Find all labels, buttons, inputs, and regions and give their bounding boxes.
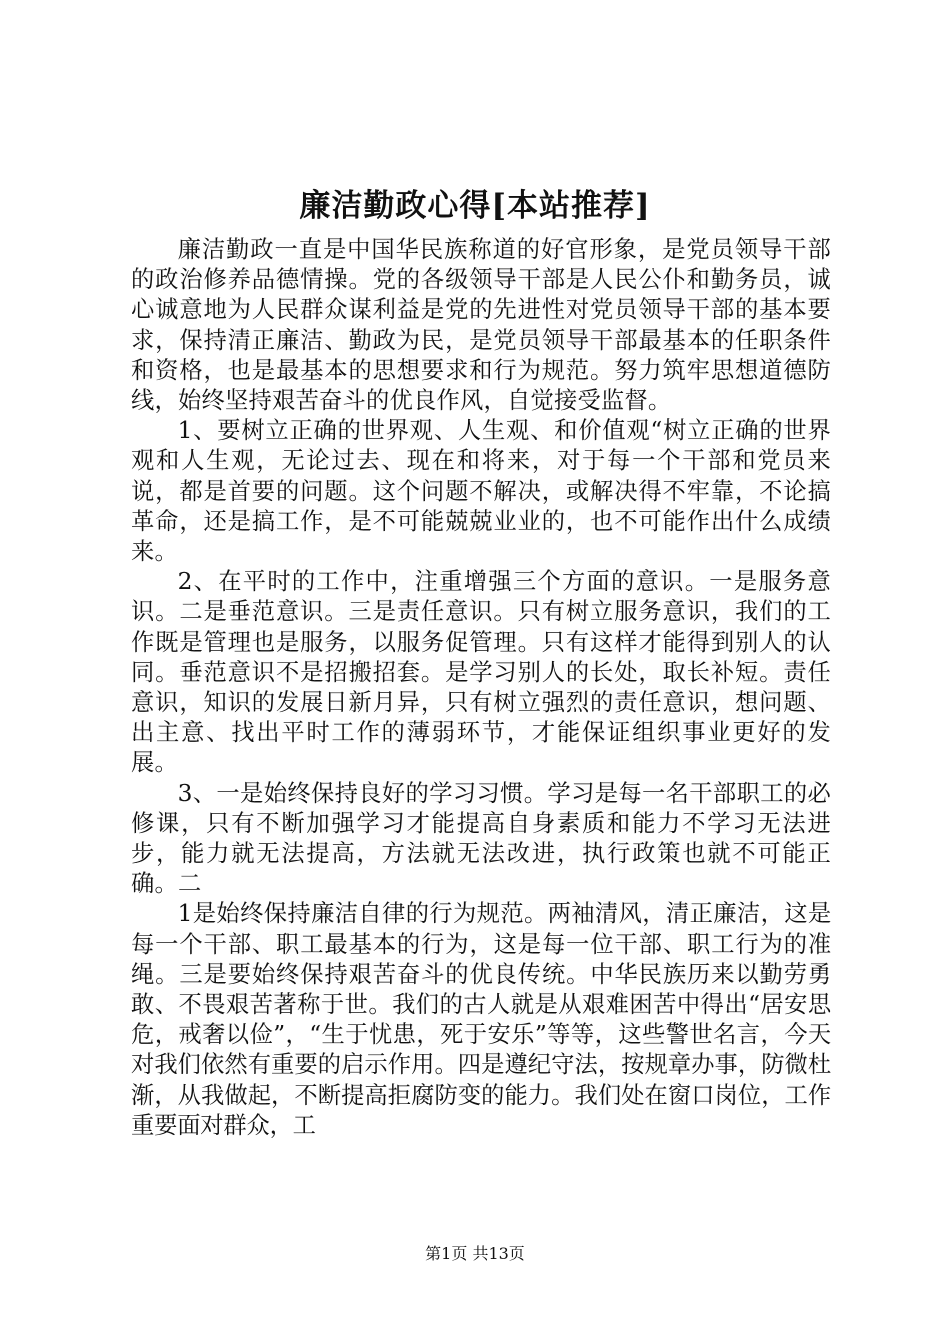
document-title: 廉洁勤政心得[本站推荐] [299,188,651,224]
paragraph-point-3-continued: 1是始终保持廉洁自律的行为规范。两袖清风，清正廉洁，这是每一个干部、职工最基本的行为，这是每一位干部、职工行为的准绳。三是要始终保持艰苦奋斗的优良传统。中华民族历来以勤劳勇敢、不畏艰苦著称于世。我们的古人就是从艰难困苦中得出“居安思危，戒奢以俭”，“生于忧患，死于安乐”等等，这些警世名言，今天对我们依然有重要的启示作用。四是遵纪守法，按规章办事，防微杜渐，从我做起，不断提高拒腐防变的能力。我们处在窗口岗位，工作重要面对群众，工 [131,900,831,1139]
page-number-footer: 第1页 共13页 [425,1244,525,1263]
paragraph-point-1: 1、要树立正确的世界观、人生观、和价值观“树立正确的世界观和人生观，无论过去、现在和将来，对于每一个干部和党员来说，都是首要的问题。这个问题不解决，或解决得不牢靠，不论搞革命，还是搞工作，是不可能兢兢业业的，也不可能作出什么成绩来。 [131,417,831,566]
paragraph-point-2: 2、在平时的工作中，注重增强三个方面的意识。一是服务意识。二是垂范意识。三是责任意识。只有树立服务意识，我们的工作既是管理也是服务，以服务促管理。只有这样才能得到别人的认同。垂范意识不是招搬招套。是学习别人的长处，取长补短。责任意识，知识的发展日新月异，只有树立强烈的责任意识，想问题、出主意、找出平时工作的薄弱环节，才能保证组织事业更好的发展。 [131,568,831,777]
paragraph-intro: 廉洁勤政一直是中国华民族称道的好官形象，是党员领导干部的政治修养品德情操。党的各级领导干部是人民公仆和勤务员，诚心诚意地为人民群众谋利益是党的先进性对党员领导干部的基本要求，保持清正廉洁、勤政为民，是党员领导干部最基本的任职条件和资格，也是最基本的思想要求和行为规范。努力筑牢思想道德防线，始终坚持艰苦奋斗的优良作风，自觉接受监督。 [131,236,831,415]
paragraph-point-3: 3、一是始终保持良好的学习习惯。学习是每一名干部职工的必修课，只有不断加强学习才能提高自身素质和能力不学习无法进步，能力就无法提高，方法就无法改进，执行政策也就不可能正确。二 [131,779,831,898]
document-body [131,235,831,1141]
